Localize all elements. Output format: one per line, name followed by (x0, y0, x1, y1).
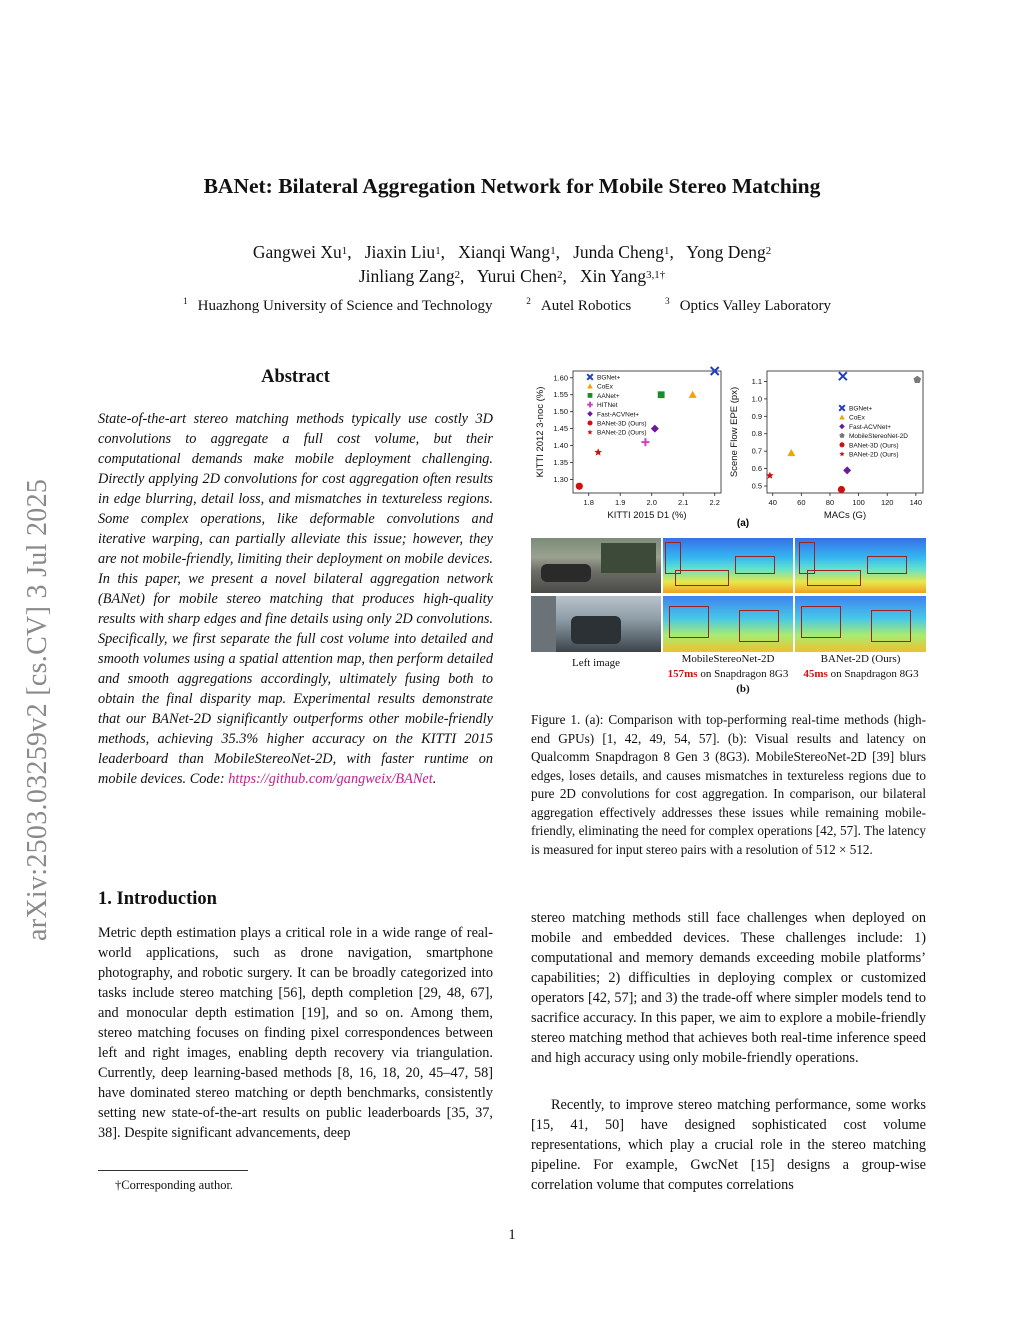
point-fast-acvnet (651, 425, 659, 433)
legend-marker-banet-2d-ours (587, 429, 592, 434)
x-tick-label: 100 (852, 498, 865, 507)
legend-marker-hitnet (587, 402, 593, 408)
intro-paragraph-3: Recently, to improve stereo matching performance, some works [15, 41, 50] have designed sophisticated cost volume representations, which play a crucial role in the stereo matching pipeline. For example, GwcNet [15] designs a group-wise correlation volume that computes correlations (531, 1097, 926, 1193)
y-tick-label: 1.50 (553, 407, 568, 417)
msn-disparity-bottom (663, 596, 793, 652)
y-tick-label: 0.6 (751, 464, 762, 474)
x-tick-label: 2.1 (677, 498, 689, 507)
legend-label-fast-acvnet: Fast-ACVNet+ (597, 411, 640, 419)
x-tick-label: 120 (880, 498, 894, 507)
legend-label-coex: CoEx (597, 383, 613, 391)
y-tick-label: 1.60 (553, 373, 568, 383)
point-banet-2d-ours (594, 448, 602, 455)
point-coex (689, 391, 697, 398)
author: Junda Cheng$^1$ (573, 242, 670, 262)
x-tick-label: 60 (797, 498, 806, 507)
banet-label: BANet-2D (Ours) (820, 653, 901, 665)
legend-label-fast-acvnet: Fast-ACVNet+ (849, 423, 892, 431)
x-tick-label: 80 (825, 498, 835, 507)
point-aanet (658, 391, 665, 398)
point-banet-3d-ours (576, 483, 583, 490)
legend-label-banet-3d-ours: BANet-3D (Ours) (849, 442, 899, 450)
y-tick-label: 1.30 (553, 474, 568, 484)
y-tick-label: 1.0 (751, 394, 762, 404)
legend-label-bgnet: BGNet+ (597, 374, 621, 382)
legend-label-mobilestereonet-2d: MobileStereoNet-2D (849, 433, 908, 441)
author-line-2: Jinliang Zang$^2$, Yurui Chen$^2$, Xin Yang$^{3,1\dagger}$ (358, 266, 666, 286)
left-image-top (531, 538, 661, 593)
intro-paragraph-2: stereo matching methods still face challenges when deployed on mobile and embedded devices. These challenges include: 1) computational and memory demands exceeding mobile platforms’ capabilities; 2) difficulties in deploying complex or customized operators [42, 57]; and 3) the trade-off where simpler models tend to sacrifice accuracy. In this paper, we aim to explore a mobile-friendly stereo matching method that achieves both real-time inference speed and high accuracy using only mobile-friendly operations. (531, 910, 926, 1066)
y-tick-label: 1.45 (553, 424, 568, 434)
affiliation: $^3$ Optics Valley Laboratory (665, 297, 832, 314)
author: Xin Yang$^{3,1\dagger}$ (580, 266, 666, 286)
point-coex (787, 449, 795, 456)
author: Yong Deng$^2$ (686, 242, 772, 262)
legend-marker-fast-acvnet (839, 424, 845, 430)
arxiv-stamp (18, 393, 58, 941)
plot-frame (573, 371, 721, 493)
author: Jinliang Zang$^2$ (358, 266, 461, 286)
arxiv-id: arXiv:2503.03259v2 [cs.CV] 3 Jul 2025 (22, 478, 53, 941)
author: Xianqi Wang$^1$ (458, 242, 556, 262)
x-tick-label: 1.8 (583, 498, 594, 507)
x-tick-label: 40 (768, 498, 777, 507)
scatter-plot-kitti (535, 367, 721, 521)
affiliation: $^1$ Huazhong University of Science and Technology (182, 297, 493, 314)
x-tick-label: 2.0 (646, 498, 657, 507)
legend-label-aanet: AANet+ (597, 392, 620, 400)
banet-disparity-bottom (795, 596, 926, 652)
left-image-bottom (531, 596, 661, 652)
point-mobilestereonet-2d (914, 376, 922, 383)
x-tick-label: 2.2 (709, 498, 720, 507)
y-axis-label: Scene Flow EPE (px) (729, 386, 740, 478)
msn-label: MobileStereoNet-2D (681, 653, 775, 665)
y-tick-label: 1.55 (553, 390, 568, 400)
point-banet-3d-ours (838, 486, 845, 493)
msn-latency: 157ms on Snapdragon 8G3 (667, 668, 789, 680)
point-fast-acvnet (843, 466, 851, 474)
legend-marker-banet-2d-ours (839, 451, 844, 456)
figure-label-a: (a) (736, 518, 750, 529)
left-image-label: Left image (572, 657, 620, 669)
paper-title: BANet: Bilateral Aggregation Network for Mobile Stereo Matching (203, 174, 821, 198)
intro-heading: 1. Introduction (98, 889, 217, 909)
legend-label-banet-3d-ours: BANet-3D (Ours) (597, 420, 647, 428)
author: Yurui Chen$^2$ (476, 266, 563, 286)
legend-marker-bgnet (587, 374, 593, 380)
affiliation: $^2$ Autel Robotics (526, 297, 632, 314)
y-tick-label: 1.40 (553, 441, 568, 451)
legend-label-coex: CoEx (849, 414, 865, 422)
author-line-1: Gangwei Xu$^1$, Jiaxin Liu$^1$, Xianqi Wang$^1$, Junda Cheng$^1$, Yong Deng$^2$ (252, 242, 772, 262)
legend-label-bgnet: BGNet+ (849, 405, 873, 413)
figure-label-b: (b) (736, 683, 750, 695)
legend-marker-coex (587, 383, 593, 388)
code-link[interactable]: https://github.com/gangweix/BANet (228, 771, 433, 787)
plot-frame (767, 371, 923, 493)
legend-label-hitnet: HITNet (597, 402, 618, 410)
y-tick-label: 1.35 (553, 458, 568, 467)
y-tick-label: 0.5 (751, 481, 762, 491)
intro-paragraph-1: Metric depth estimation plays a critical role in a wide range of real-world applications, such as drone navigation, smartphone photography, and robotic surgery. It can be broadly categorized into tasks include stereo matching [56], depth completion [29, 48, 67], and monocular depth estimation [19], and so on. Among them, stereo matching focuses on finding pixel correspondences between left and right images, enabling depth recovery via triangulation. Currently, deep learning-based methods [8, 16, 18, 20, 45–47, 58] have dominated stereo matching or depth benchmarks, consistently setting new state-of-the-art results on public leaderboards [35, 37, 38]. Despite significant advancements, deep (98, 925, 493, 1141)
point-bgnet (839, 372, 847, 380)
figure-1b (531, 538, 926, 652)
y-axis-label: KITTI 2012 3-noc (%) (535, 386, 546, 478)
x-axis-label: KITTI 2015 D1 (%) (607, 510, 687, 521)
legend-label-banet-2d-ours: BANet-2D (Ours) (849, 451, 899, 459)
scatter-plot-sceneflow (729, 371, 923, 521)
legend-marker-mobilestereonet-2d (839, 433, 844, 438)
figure-1a (531, 362, 931, 532)
legend-label-banet-2d-ours: BANet-2D (Ours) (597, 429, 647, 437)
affiliations (0, 298, 1024, 315)
y-tick-label: 0.8 (751, 429, 762, 439)
legend-marker-banet-3d-ours (839, 442, 844, 447)
abstract-body: State-of-the-art stereo matching methods typically use costly 3D convolutions to aggregate a full cost volume, but their computational demands make mobile deployment challenging. Directly applying 2D convolutions for cost aggregation often results in edge blurring, detail loss, and mismatches in textureless regions. Some complex operations, like deformable convolutions and iterative warping, can partially alleviate this issue; however, they are not mobile-friendly, limiting their deployment on mobile devices. In this paper, we present a novel bilateral aggregation network (BANet) for mobile stereo matching that produces high-quality results with sharp edges and fine details using only 2D convolutions. Specifically, we first separate the full cost volume into detailed and smooth volumes using a spatial attention map, then perform detailed and smooth aggregations accordingly, ultimately fusing both to obtain the final disparity map. Experimental results demonstrate that our BANet-2D significantly outperforms other mobile-friendly methods, achieving 35.3% higher accuracy on the KITTI 2015 leaderboard than MobileStereoNet-2D, with faster runtime on mobile devices. Code: https://github.com/gangweix/BANet. (98, 411, 493, 787)
legend-marker-coex (839, 414, 845, 419)
figure-caption: Figure 1. (a): Comparison with top-performing real-time methods (high-end GPUs) [1, 42, 49, 54, 57]. (b): Visual results and latency on Qualcomm Snapdragon 8 Gen 3 (8G3). MobileStereoNet-2D [39] blurs edges, loses details, and causes mismatches in textureless regions due to pure 2D convolutions for cost aggregation. In comparison, our bilateral aggregation effectively addresses these issues while remaining mobile-friendly, eliminating the need for complex operations [42, 57]. The latency is measured for input stereo pairs with a resolution of 512 × 512. (531, 712, 926, 857)
msn-disparity-top (663, 538, 793, 593)
legend-marker-fast-acvnet (587, 411, 593, 417)
x-tick-label: 1.9 (615, 498, 626, 507)
author: Jiaxin Liu$^1$ (364, 242, 441, 262)
x-axis-label: MACs (G) (823, 510, 867, 521)
author: Gangwei Xu$^1$ (252, 242, 348, 262)
y-tick-label: 1.1 (751, 376, 762, 386)
footnote-divider (98, 1170, 248, 1171)
page-number: 1 (508, 1227, 516, 1243)
legend-marker-aanet (588, 393, 593, 398)
x-tick-label: 140 (909, 498, 923, 507)
banet-latency: 45ms on Snapdragon 8G3 (803, 668, 919, 680)
abstract-heading: Abstract (261, 367, 330, 387)
y-tick-label: 0.7 (751, 446, 762, 456)
banet-disparity-top (795, 538, 926, 593)
point-hitnet (641, 438, 649, 446)
legend-marker-bgnet (839, 405, 845, 411)
legend-marker-banet-3d-ours (587, 420, 592, 425)
y-tick-label: 0.9 (751, 411, 762, 421)
footnote: †Corresponding author. (115, 1178, 234, 1192)
